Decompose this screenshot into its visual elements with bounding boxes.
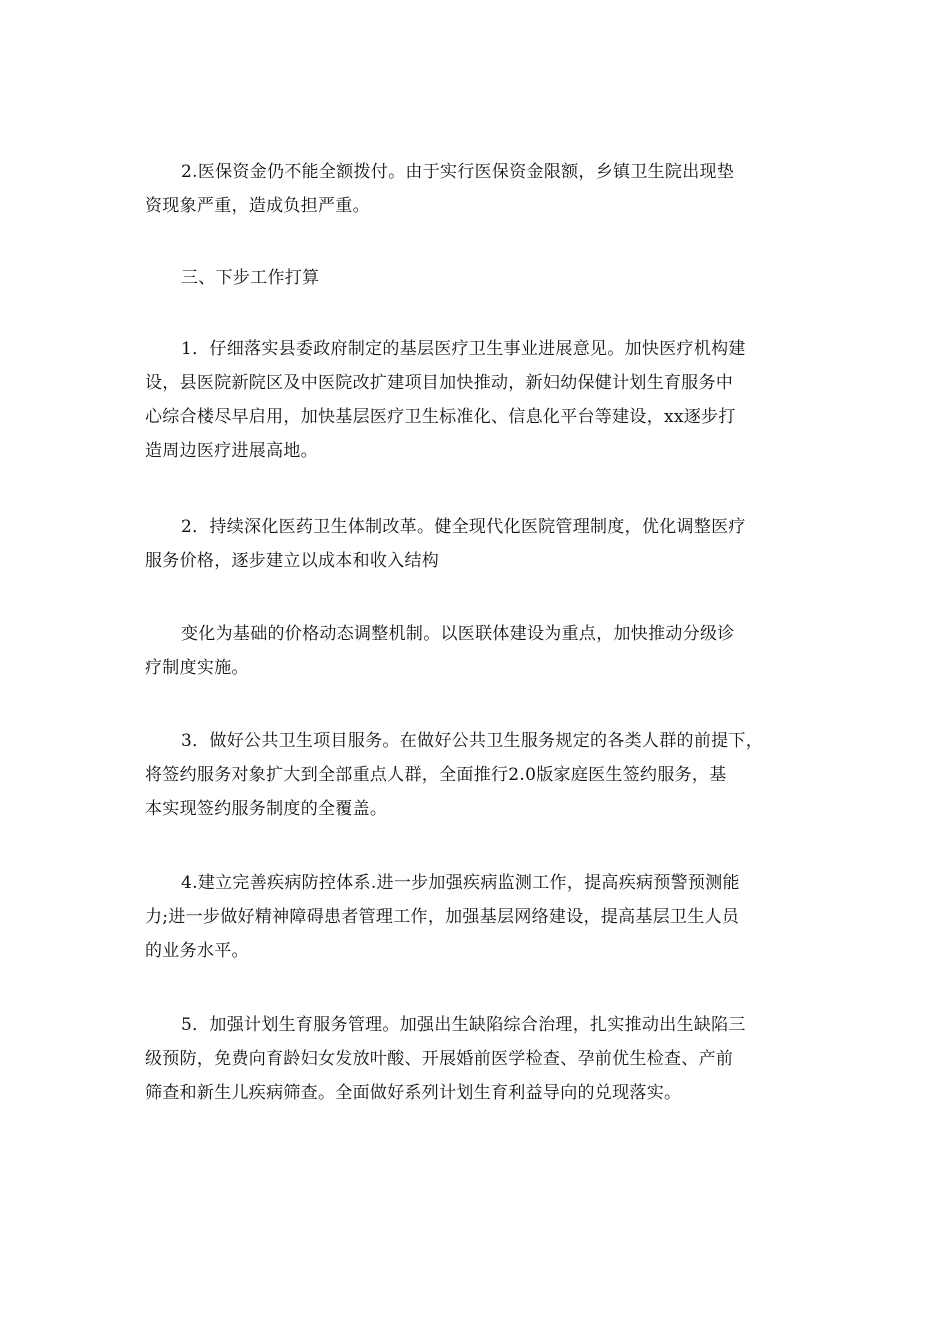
paragraph-line: 筛查和新生儿疾病筛查。全面做好系列计划生育利益导向的兑现落实。 [145, 1083, 682, 1103]
paragraph-line: 服务价格，逐步建立以成本和收入结构 [145, 551, 440, 571]
paragraph-line: 3．做好公共卫生项目服务。在做好公共卫生服务规定的各类人群的前提下， [181, 731, 764, 751]
paragraph-item-2 [145, 510, 805, 578]
paragraph-line: 造周边医疗进展高地。 [145, 441, 318, 461]
paragraph-item-5 [145, 1008, 805, 1110]
paragraph-line: 变化为基础的价格动态调整机制。以医联体建设为重点，加快推动分级诊 [181, 624, 735, 644]
paragraph-item-4 [145, 866, 805, 968]
paragraph-item-3 [145, 724, 805, 826]
paragraph-line: 设，县医院新院区及中医院改扩建项目加快推动，新妇幼保健计划生育服务中 [145, 373, 734, 393]
paragraph-line: 资现象严重，造成负担严重。 [145, 196, 370, 216]
paragraph-line: 级预防，免费向育龄妇女发放叶酸、开展婚前医学检查、孕前优生检查、产前 [145, 1049, 734, 1069]
paragraph-line: 5．加强计划生育服务管理。加强出生缺陷综合治理，扎实推动出生缺陷三 [181, 1015, 746, 1035]
paragraph-item-1 [145, 332, 805, 468]
section-heading-next-steps [145, 261, 805, 295]
paragraph-line: 将签约服务对象扩大到全部重点人群，全面推行2.0版家庭医生签约服务，基 [145, 765, 727, 785]
paragraph-line: 疗制度实施。 [145, 658, 249, 678]
paragraph-line: 1．仔细落实县委政府制定的基层医疗卫生事业进展意见。加快医疗机构建 [181, 339, 746, 359]
paragraph-medical-insurance-funds [145, 155, 805, 223]
paragraph-line: 本实现签约服务制度的全覆盖。 [145, 799, 388, 819]
paragraph-line: 2．持续深化医药卫生体制改革。健全现代化医院管理制度，优化调整医疗 [181, 517, 746, 537]
paragraph-line: 心综合楼尽早启用，加快基层医疗卫生标准化、信息化平台等建设，xx逐步打 [145, 407, 736, 427]
paragraph-line: 4.建立完善疾病防控体系.进一步加强疾病监测工作，提高疾病预警预测能 [181, 873, 740, 893]
paragraph-item-2-continued [145, 617, 805, 685]
paragraph-line: 2.医保资金仍不能全额拨付。由于实行医保资金限额，乡镇卫生院出现垫 [181, 162, 735, 182]
section-heading-text: 三、下步工作打算 [181, 268, 320, 288]
paragraph-line: 力;进一步做好精神障碍患者管理工作，加强基层网络建设，提高基层卫生人员 [145, 907, 740, 927]
paragraph-line: 的业务水平。 [145, 941, 249, 961]
